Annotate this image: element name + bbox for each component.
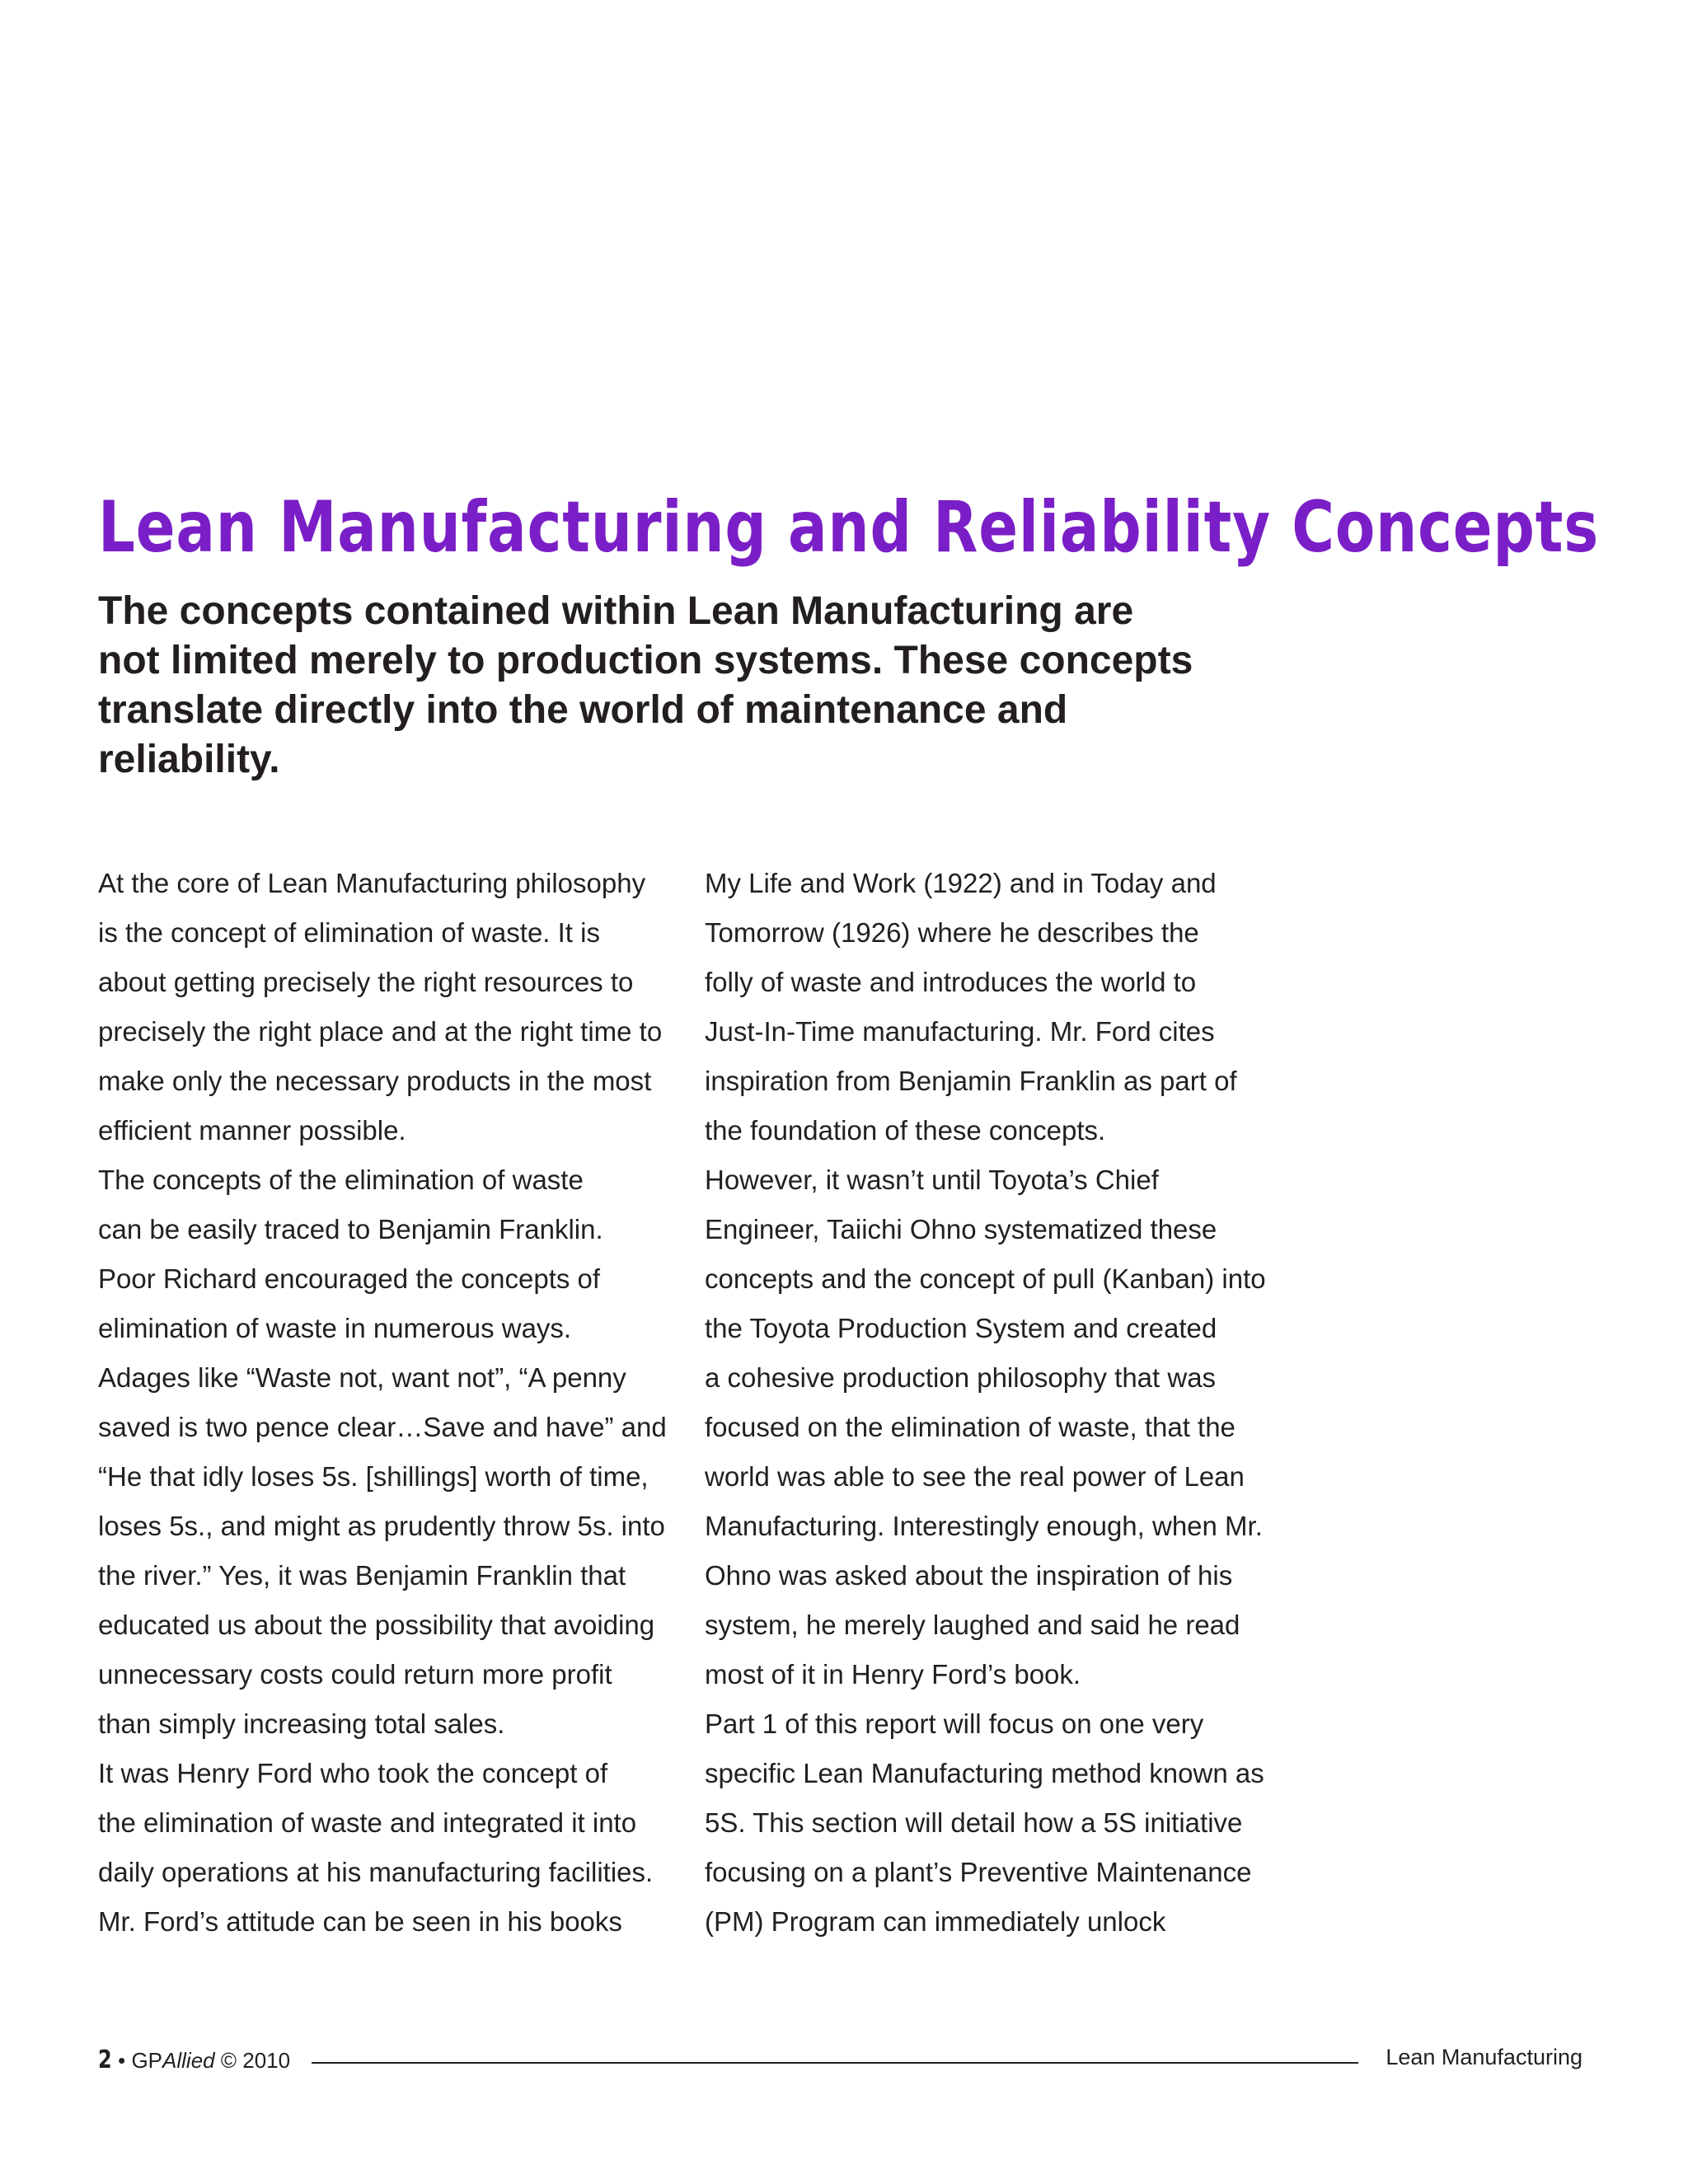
- body-line: daily operations at his manufacturing facilities.: [98, 1857, 654, 1887]
- body-line: than simply increasing total sales.: [98, 1708, 505, 1739]
- body-line: make only the necessary products in the most: [98, 1066, 652, 1096]
- copyright: © 2010: [220, 2048, 291, 2073]
- body-line: “He that idly loses 5s. [shillings] worth of time,: [98, 1461, 649, 1492]
- body-line: is the concept of elimination of waste. It is: [98, 917, 600, 948]
- body-line: precisely the right place and at the right time to: [98, 1016, 663, 1047]
- body-line: unnecessary costs could return more profit: [98, 1659, 612, 1690]
- body-line: inspiration from Benjamin Franklin as part of: [705, 1066, 1237, 1096]
- lead-line: The concepts contained within Lean Manufacturing are: [98, 589, 1134, 633]
- brand-prefix: GP: [131, 2048, 163, 2073]
- lead-line: reliability.: [98, 738, 280, 781]
- body-line: can be easily traced to Benjamin Franklin.: [98, 1214, 603, 1244]
- body-line: It was Henry Ford who took the concept of: [98, 1758, 608, 1788]
- body-line: Just-In-Time manufacturing. Mr. Ford cites: [705, 1016, 1215, 1047]
- body-line: world was able to see the real power of Lean: [705, 1461, 1245, 1492]
- body-line: most of it in Henry Ford’s book.: [705, 1659, 1081, 1690]
- body-line: the foundation of these concepts.: [705, 1115, 1106, 1146]
- body-line: efficient manner possible.: [98, 1115, 406, 1146]
- body-line: Adages like “Waste not, want not”, “A penny: [98, 1362, 626, 1393]
- body-line: the river.” Yes, it was Benjamin Franklin that: [98, 1560, 626, 1591]
- body-line: specific Lean Manufacturing method known as: [705, 1758, 1264, 1788]
- footer-divider: [312, 2062, 1358, 2064]
- body-line: concepts and the concept of pull (Kanban) into: [705, 1263, 1266, 1294]
- brand-italic: Allied: [162, 2048, 215, 2073]
- page-title: Lean Manufacturing and Reliability Concepts: [98, 486, 1600, 569]
- body-line: system, he merely laughed and said he read: [705, 1610, 1240, 1640]
- body-line: the Toyota Production System and created: [705, 1313, 1217, 1343]
- lead-line: translate directly into the world of maintenance and: [98, 688, 1068, 732]
- body-column-left: [98, 859, 724, 1947]
- body-line: saved is two pence clear…Save and have” and: [98, 1412, 667, 1442]
- body-line: the elimination of waste and integrated it into: [98, 1807, 637, 1838]
- body-line: Ohno was asked about the inspiration of his: [705, 1560, 1233, 1591]
- body-column-right: [705, 859, 1331, 1947]
- body-line: loses 5s., and might as prudently throw 5s. into: [98, 1511, 665, 1541]
- body-line: focusing on a plant’s Preventive Maintenance: [705, 1857, 1252, 1887]
- body-line: At the core of Lean Manufacturing philosophy: [98, 868, 646, 898]
- body-line: The concepts of the elimination of waste: [98, 1165, 584, 1195]
- footer-publisher: [98, 2046, 290, 2075]
- body-line: folly of waste and introduces the world to: [705, 967, 1197, 997]
- body-line: Poor Richard encouraged the concepts of: [98, 1263, 601, 1294]
- lead-line: not limited merely to production systems. These concepts: [98, 639, 1193, 682]
- body-line: Mr. Ford’s attitude can be seen in his books: [98, 1906, 622, 1937]
- body-line: Engineer, Taiichi Ohno systematized these: [705, 1214, 1217, 1244]
- page-number: 2: [98, 2046, 112, 2074]
- body-line: Manufacturing. Interestingly enough, when Mr.: [705, 1511, 1263, 1541]
- body-line: Tomorrow (1926) where he describes the: [705, 917, 1199, 948]
- body-line: However, it wasn’t until Toyota’s Chief: [705, 1165, 1159, 1195]
- body-line: 5S. This section will detail how a 5S initiative: [705, 1807, 1243, 1838]
- body-line: Part 1 of this report will focus on one very: [705, 1708, 1204, 1739]
- body-line: educated us about the possibility that avoiding: [98, 1610, 655, 1640]
- body-line: My Life and Work (1922) and in Today and: [705, 868, 1217, 898]
- footer-bullet: •: [118, 2048, 126, 2073]
- body-line: elimination of waste in numerous ways.: [98, 1313, 572, 1343]
- body-line: a cohesive production philosophy that was: [705, 1362, 1217, 1393]
- body-line: focused on the elimination of waste, that the: [705, 1412, 1236, 1442]
- lead-paragraph: [98, 587, 1334, 785]
- body-line: about getting precisely the right resources to: [98, 967, 634, 997]
- footer-section-label: Lean Manufacturing: [1386, 2045, 1582, 2069]
- body-line: (PM) Program can immediately unlock: [705, 1906, 1166, 1937]
